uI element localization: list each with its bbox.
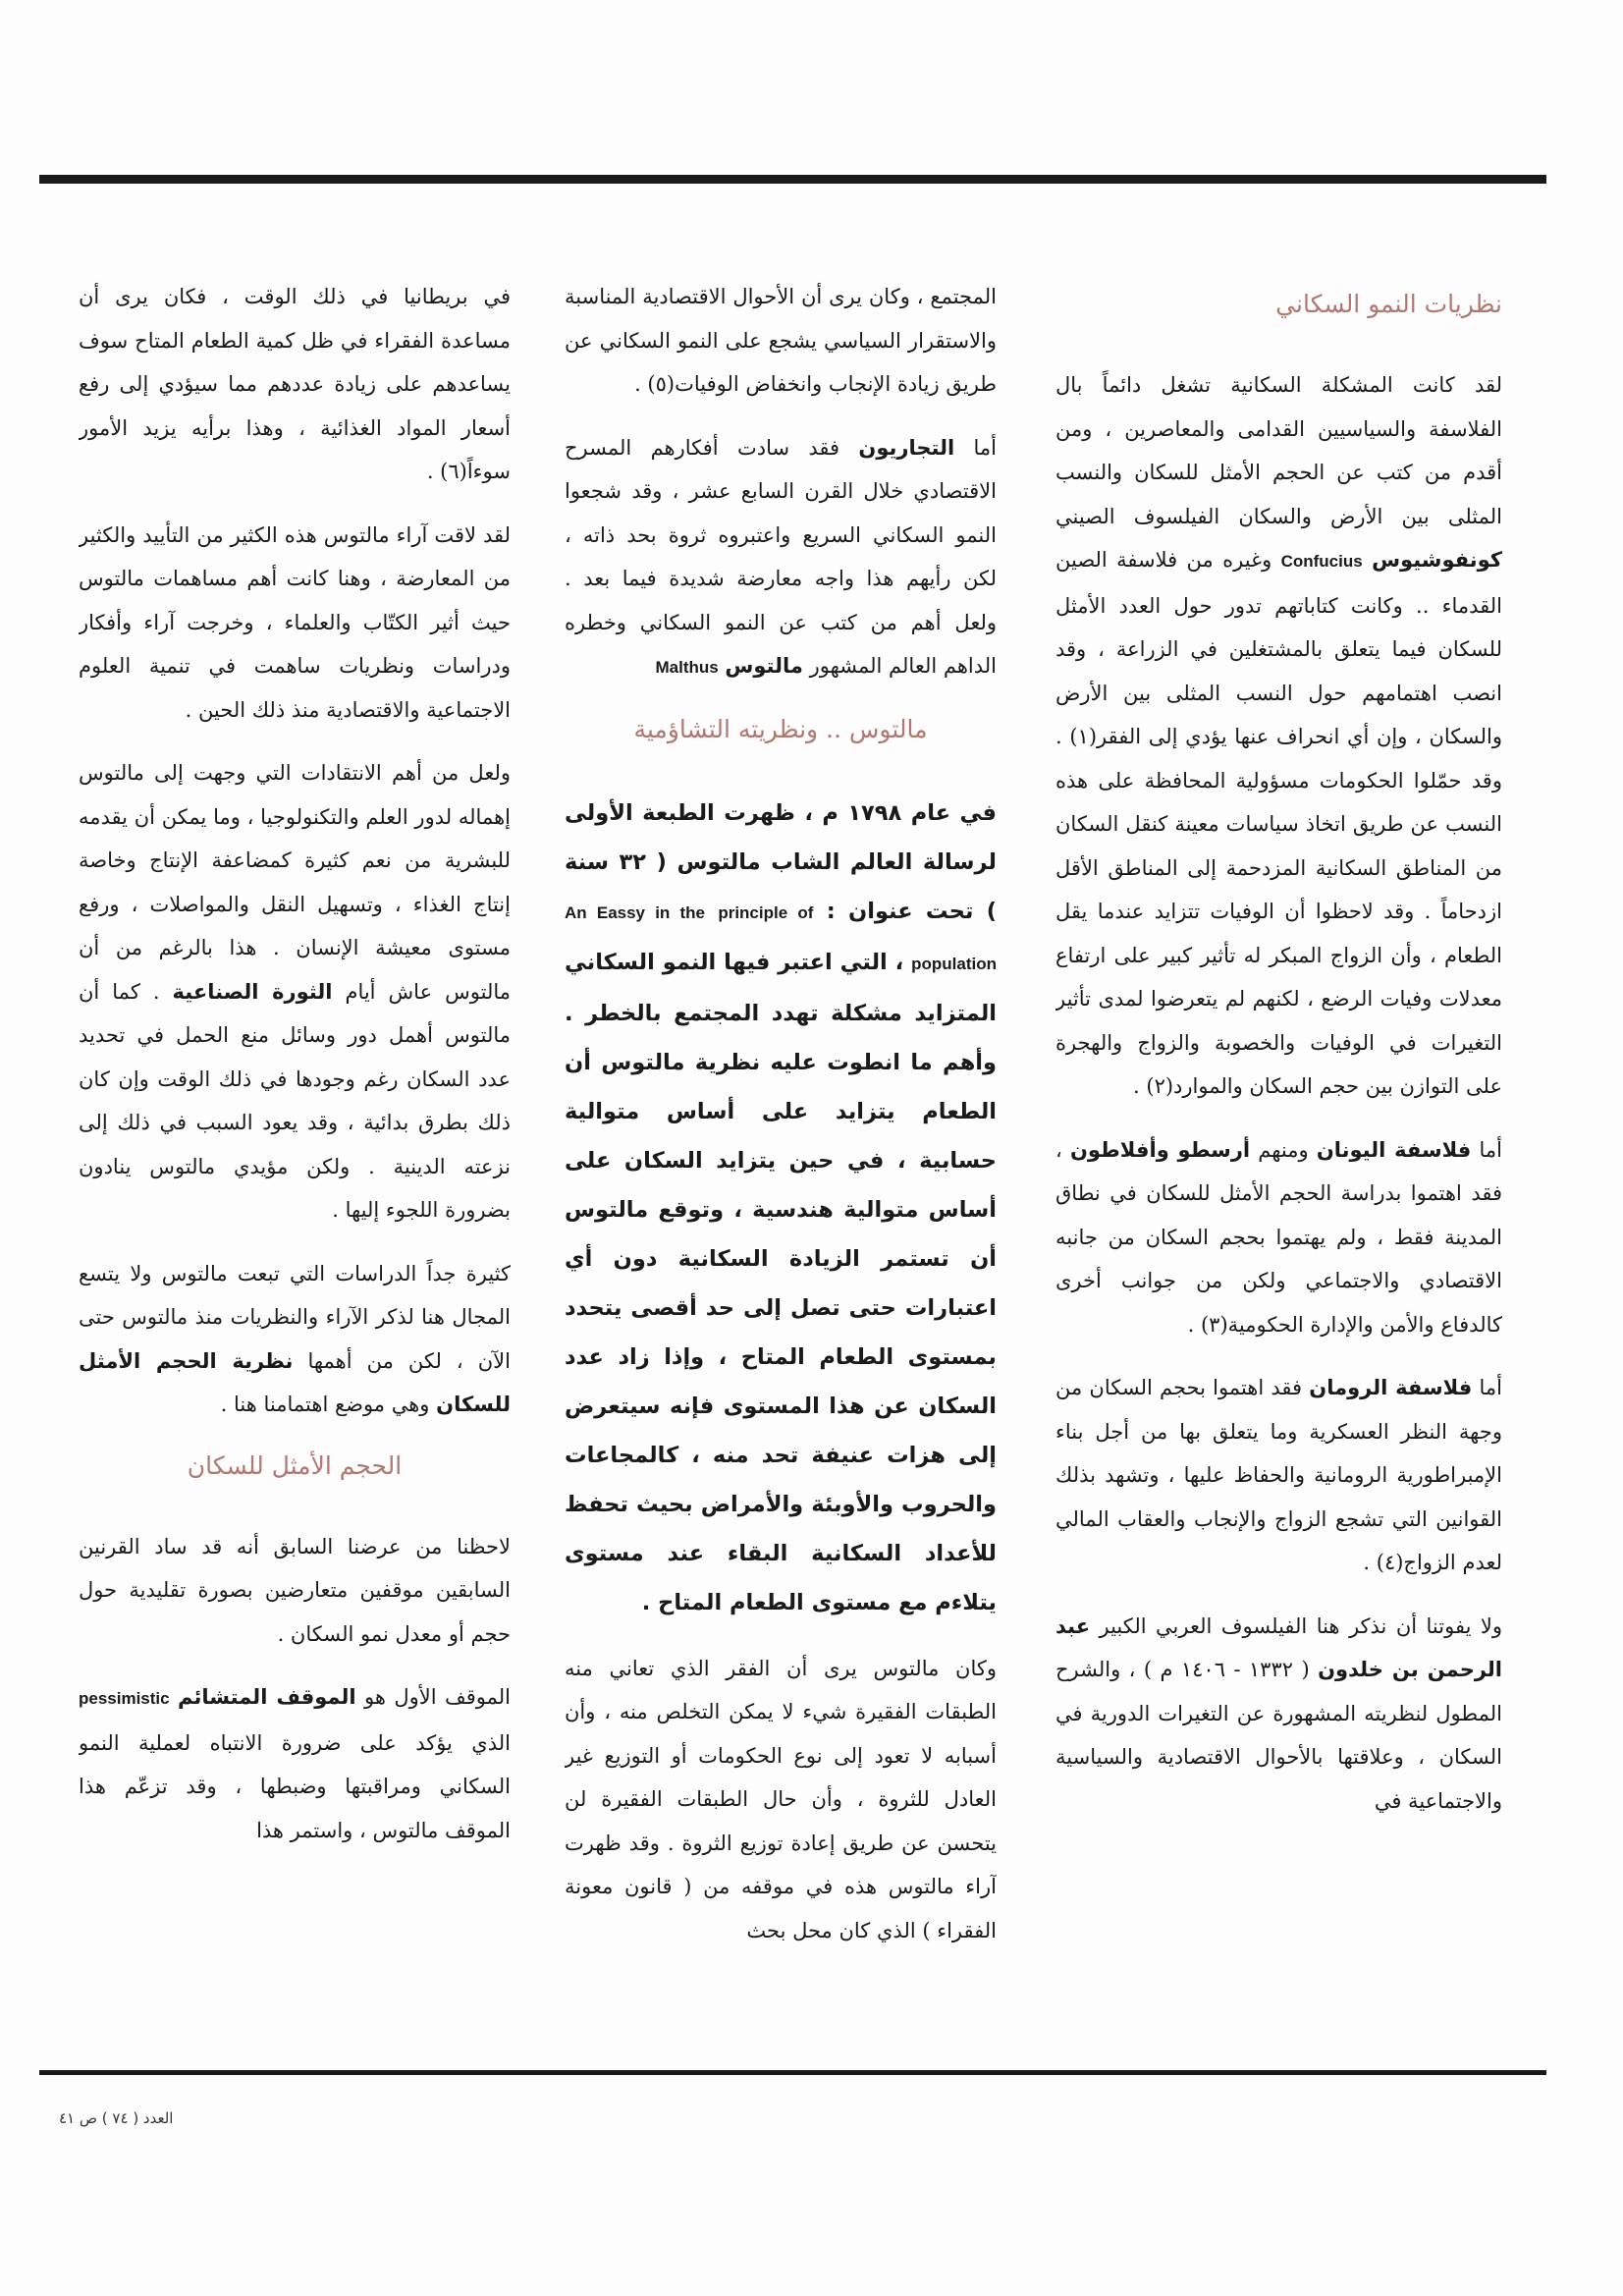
latin-essay-title-2: principle of population [718, 902, 997, 973]
top-rule [39, 175, 1546, 184]
heading-optimum-population: الحجم الأمثل للسكان [187, 1450, 403, 1480]
name-confucius: كونفوشيوس [1372, 548, 1502, 572]
paragraph-later-studies: كثيرة جداً الدراسات التي تبعت مالتوس ولا يتسع المجال هنا لذكر الآراء والنظريات منذ مالتوس حتى الآن ، لكن من أهمها نظرية الحجم الأمثل للسكان وهي موضع اهتمامنا هنا . [79, 1261, 511, 1416]
paragraph-poverty: وكان مالتوس يرى أن الفقر الذي تعاني منه الطبقات الفقيرة شيء لا يمكن التخلص منه ، وأن أسبابه لا تعود إلى نوع الحكومات أو التوزيع غير العادل للثروة ، وأن حال الطبقات الفقيرة لن يتحسن عن طريق إعادة توزيع الثروة . وقد ظهرت آراء مالتوس هذه في موقفه من ( قانون معونة الفقراء ) الذي كان محل بحث [565, 1656, 997, 1942]
column-right [1055, 275, 1502, 2052]
name-greek-philosophers: فلاسفة اليونان [1316, 1137, 1472, 1162]
footer-issue-page: العدد ( ٧٤ ) ص ٤١ [59, 2109, 174, 2127]
paragraph-ibn-khaldun: ولا يفوتنا أن نذكر هنا الفيلسوف العربي الكبير عبد الرحمن بن خلدون ( ١٣٣٢ - ١٤٠٦ م ) ، والشرح المطول لنظريته المشهورة عن التغيرات الدورية في السكان ، وعلاقتها بالأحوال الاقتصادية والسياسية والاجتماعية في [1055, 1613, 1502, 1813]
paragraph-mercantilists: أما التجاريون فقد سادت أفكارهم المسرح الاقتصادي خلال القرن السابع عشر ، وقد شجعوا النمو السكاني السريع واعتبروه ثروة بحد ذاته ، لكن رأيهم هذا واجه معارضة شديدة فيما بعد . ولعل أهم من كتب عن النمو السكاني وخطره الداهم العالم المشهور مالتوس Malthus [565, 435, 997, 678]
paragraph-two-positions: لاحظنا من عرضنا السابق أنه قد ساد القرنين السابقين موقفين متعارضين بصورة تقليدية حول حجم أو معدل نمو السكان . [79, 1534, 511, 1646]
column-left [79, 275, 511, 2052]
latin-confucius: Confucius [1280, 552, 1363, 571]
name-industrial-revolution: الثورة الصناعية [172, 979, 333, 1004]
name-optimum-theory: نظرية الحجم الأمثل للسكان [79, 1348, 511, 1416]
bottom-rule [39, 2070, 1546, 2075]
paragraph-confucius: لقد كانت المشكلة السكانية تشغل دائماً بال الفلاسفة والسياسيين القدامى والمعاصرين ، ومن أقدم من كتب عن الحجم الأمثل للسكان والنسب المثلى بين الأرض والسكان الفيلسوف الصيني كونفوشيوس Confucius وغيره من فلاسفة الصين القدماء .. وكانت كتاباتهم تدور حول العدد الأمثل للسكان فيما يتعلق بالمشتغلين في الزراعة ، وقد انصب اهتمامهم حول النسب المثلى بين الأرض والسكان ، وإن أي انحراف عنها يؤدي إلى الفقر(١) . وقد حمّلوا الحكومات مسؤولية المحافظة على هذه النسب عن طريق اتخاذ سياسات معينة كنقل السكان من المناطق السكانية المزدحمة إلى المناطق الأقل ازدحاماً . وقد لاحظوا أن الوفيات تتزايد عندما يقل الطعام ، وأن الزواج المبكر له تأثير كبير على ارتفاع معدلات وفيات الرضع ، لكنهم لم يتعرضوا لمدى تأثير التغيرات في الوفيات والخصوبة والزواج والهجرة على التوازن بين حجم السكان والموارد(٢) . [1055, 373, 1502, 1098]
paragraph-greek-philosophers: أما فلاسفة اليونان ومنهم أرسطو وأفلاطون ، فقد اهتموا بدراسة الحجم الأمثل للسكان في نطاق المدينة فقط ، ولم يهتموا بحجم السكان من جانبه الاقتصادي والاجتماعي ولكن من جوانب أخرى كالدفاع والأمن والإدارة الحكومية(٣) . [1055, 1137, 1502, 1337]
column-middle [565, 275, 997, 2052]
heading-population-theories: نظريات النمو السكاني [1275, 290, 1502, 318]
name-mercantilists: التجاريون [858, 435, 955, 460]
page-footer [59, 2109, 173, 2127]
latin-malthus: Malthus [655, 658, 719, 677]
paragraph-malthus-reception: لقد لاقت آراء مالتوس هذه الكثير من التأييد والكثير من المعارضة ، وهنا كانت أهم مساهمات مالتوس حيث أثير الكتّاب والعلماء ، وخرجت آراء وأفكار ودراسات ونظريات ساهمت في تنمية العلوم الاجتماعية والاقتصادية منذ ذلك الحين . [79, 522, 511, 722]
name-aristotle-plato: أرسطو وأفلاطون [1069, 1137, 1251, 1162]
paragraph-pessimistic-position: الموقف الأول هو الموقف المتشائم pessimistic الذي يؤكد على ضرورة الانتباه لعملية النمو السكاني ومراقبتها وضبطها ، وقد تزعّم هذا الموقف مالتوس ، واستمر هذا [79, 1685, 511, 1842]
paragraph-criticism: ولعل من أهم الانتقادات التي وجهت إلى مالتوس إهماله لدور العلم والتكنولوجيا ، وما يمكن أن يقدمه للبشرية من نعم كثيرة كمضاعفة الإنتاج وخاصة إنتاج الغذاء ، وتسهيل النقل والمواصلات ، ورفع مستوى معيشة الإنسان . هذا بالرغم من أن مالتوس عاش أيام الثورة الصناعية . كما أن مالتوس أهمل دور وسائل منع الحمل في تحديد عدد السكان رغم وجودها في ذلك الوقت وإن كان ذلك بطرق بدائية ، وقد يعود السبب في ذلك إلى نزعته الدينية . ولكن مؤيدي مالتوس ينادون بضرورة اللجوء إليها . [79, 761, 511, 1222]
latin-essay-title-1: An Eassy in the [565, 902, 706, 922]
paragraph-britain: في بريطانيا في ذلك الوقت ، فكان يرى أن مساعدة الفقراء في ظل كمية الطعام المتاح سوف يساعدهم على زيادة عددهم مما سيؤدي إلى رفع أسعار المواد الغذائية ، وهذا برأيه يزيد الأمور سوءاً(٦) . [79, 285, 511, 483]
paragraph-society-conditions: المجتمع ، وكان يرى أن الأحوال الاقتصادية المناسبة والاستقرار السياسي يشجع على النمو السكاني عن طريق زيادة الإنجاب وانخفاض الوفيات(٥) . [565, 285, 997, 396]
latin-pessimistic: pessimistic [79, 1689, 170, 1708]
paragraph-roman-philosophers: أما فلاسفة الرومان فقد اهتموا بحجم السكان من وجهة النظر العسكرية وما يتعلق بها من أجل بناء الإمبراطورية الرومانية والحفاظ عليها ، وتشهد بذلك القوانين التي تشجع الزواج والإنجاب والعقاب المالي لعدم الزواج(٤) . [1055, 1376, 1502, 1574]
name-pessimistic-position: الموقف المتشائم [178, 1685, 356, 1709]
heading-malthus-pessimistic-theory: مالتوس .. ونظريته التشاؤمية [633, 714, 928, 743]
name-malthus: مالتوس [725, 654, 803, 678]
name-roman-philosophers: فلاسفة الرومان [1309, 1376, 1473, 1399]
name-ibn-khaldun: عبد الرحمن بن خلدون [1055, 1613, 1502, 1681]
paragraph-malthus-essay: في عام ١٧٩٨ م ، ظهرت الطبعة الأولى لرسالة العالم الشاب مالتوس ( ٣٢ سنة ) تحت عنوان : An Eassy in the principle of population ، التي اعتبر فيها النمو السكاني المتزايد مشكلة تهدد المجتمع بالخطر . وأهم ما انطوت عليه نظرية مالتوس أن الطعام يتزايد على أساس متوالية حسابية ، في حين يتزايد السكان على أساس متوالية هندسية ، وتوقع مالتوس أن تستمر الزيادة السكانية دون أي اعتبارات حتى تصل إلى حد أقصى يتحدد بمستوى الطعام المتاح ، وإذا زاد عدد السكان عن هذا المستوى فإنه سيتعرض إلى هزات عنيفة تحد منه ، كالمجاعات والحروب والأوبئة والأمراض بحيث تحفظ للأعداد السكانية البقاء عند مستوى يتلاءم مع مستوى الطعام المتاح . [565, 799, 997, 1615]
